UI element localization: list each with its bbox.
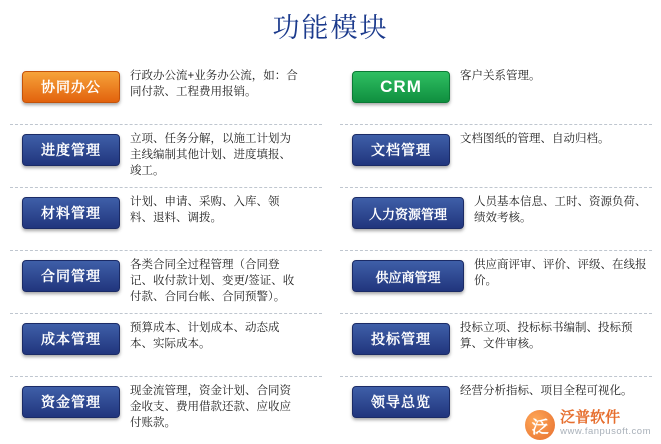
page-title: 功能模块 xyxy=(272,13,389,44)
module-row xyxy=(0,314,330,377)
module-desc: 经营分析指标、项目全程可视化。 xyxy=(460,385,633,397)
module-desc: 文档图纸的管理、自动归档。 xyxy=(460,133,610,145)
module-row xyxy=(330,251,660,314)
left-column xyxy=(0,62,330,440)
module-chip-crm[interactable]: CRM xyxy=(352,71,450,103)
module-row xyxy=(0,251,330,314)
module-desc: 客户关系管理。 xyxy=(460,70,541,82)
company-logo-icon: 泛 xyxy=(525,410,555,440)
module-row xyxy=(330,125,660,188)
module-desc: 供应商评审、评价、评级、在线报价。 xyxy=(474,259,647,287)
module-desc: 立项、任务分解，以施工计划为主线编制其他计划、进度填报、竣工。 xyxy=(130,133,291,177)
module-chip-gongyingshang[interactable]: 供应商管理 xyxy=(352,260,464,292)
module-chip-jindu[interactable]: 进度管理 xyxy=(22,134,120,166)
module-chip-xietongbangong[interactable]: 协同办公 xyxy=(22,71,120,103)
module-desc: 各类合同全过程管理（合同登记、收付款计划、变更/签证、收付款、合同台帐、合同预警）。 xyxy=(130,259,295,303)
module-desc: 行政办公流+业务办公流，如：合同付款、工程费用报销。 xyxy=(130,70,298,98)
module-chip-chengben[interactable]: 成本管理 xyxy=(22,323,120,355)
module-row xyxy=(330,314,660,377)
module-desc: 预算成本、计划成本、动态成本、实际成本。 xyxy=(130,322,280,350)
module-row xyxy=(0,125,330,188)
company-name: 泛普软件 xyxy=(560,409,621,426)
module-chip-zijin[interactable]: 资金管理 xyxy=(22,386,120,418)
module-chip-toubiao[interactable]: 投标管理 xyxy=(352,323,450,355)
module-chip-cailiao[interactable]: 材料管理 xyxy=(22,197,120,229)
module-chip-renliziyuan[interactable]: 人力资源管理 xyxy=(352,197,464,229)
module-row xyxy=(0,377,330,440)
watermark-text xyxy=(560,411,651,439)
module-row xyxy=(330,188,660,251)
module-chip-lingdaozonglan[interactable]: 领导总览 xyxy=(352,386,450,418)
module-row xyxy=(0,188,330,251)
module-desc: 现金流管理，资金计划、合同资金收支、费用借款还款、应收应付账款。 xyxy=(130,385,291,429)
module-chip-wendang[interactable]: 文档管理 xyxy=(352,134,450,166)
module-row xyxy=(0,62,330,125)
watermark xyxy=(525,410,651,440)
module-desc: 投标立项、投标标书编制、投标预算、文件审核。 xyxy=(460,322,633,350)
company-url: www.fanpusoft.com xyxy=(560,426,651,437)
module-desc: 人员基本信息、工时、资源负荷、绩效考核。 xyxy=(474,196,647,224)
module-desc: 计划、申请、采购、入库、领料、退料、调拨。 xyxy=(130,196,280,224)
module-grid xyxy=(0,62,661,440)
right-column xyxy=(330,62,660,440)
module-row xyxy=(330,62,660,125)
module-chip-hetong[interactable]: 合同管理 xyxy=(22,260,120,292)
